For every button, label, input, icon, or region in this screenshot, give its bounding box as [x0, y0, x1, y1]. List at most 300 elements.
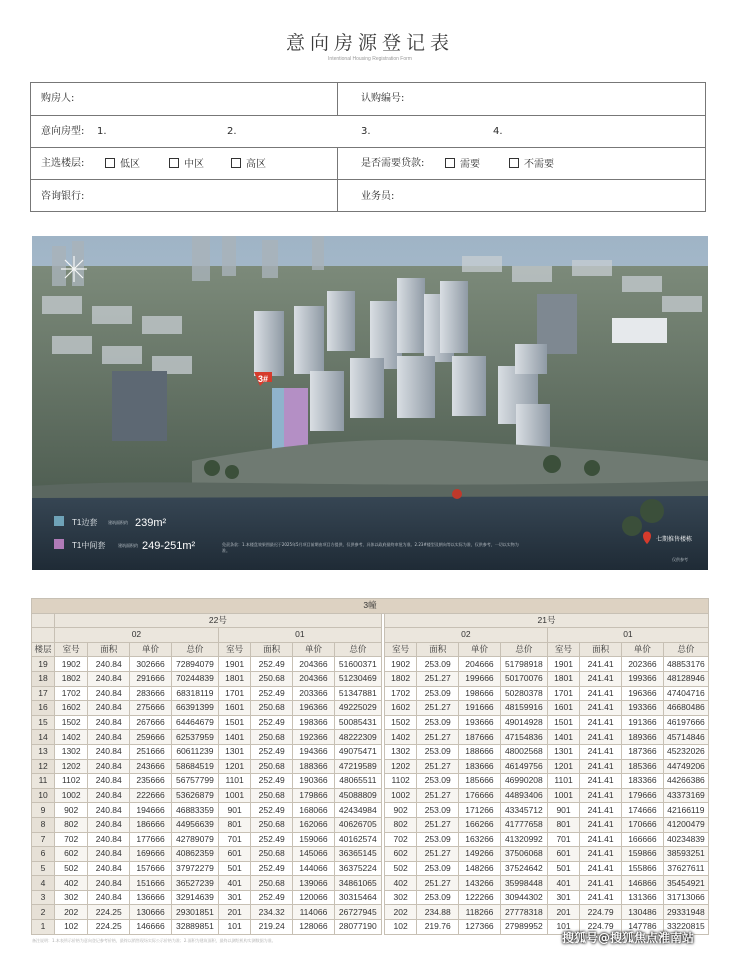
table-cell: 275666 — [130, 701, 172, 716]
table-cell: 157666 — [130, 861, 172, 876]
table-cell: 159866 — [622, 847, 664, 862]
table-cell: 122266 — [459, 890, 501, 905]
table-cell: 251666 — [130, 744, 172, 759]
table-cell: 1501 — [218, 715, 250, 730]
table-cell: 44749206 — [663, 759, 708, 774]
table-cell: 28077190 — [334, 920, 381, 935]
table-cell: 702 — [54, 832, 87, 847]
table-cell: 1701 — [547, 686, 579, 701]
table-cell: 901 — [218, 803, 250, 818]
table-cell: 40162574 — [334, 832, 381, 847]
table-row — [32, 730, 709, 745]
table-cell: 174666 — [622, 803, 664, 818]
table-cell: 170666 — [622, 817, 664, 832]
table-cell: 146866 — [622, 876, 664, 891]
table-cell: 201 — [547, 905, 579, 920]
table-row — [32, 803, 709, 818]
table-cell: 253.09 — [417, 686, 459, 701]
table-row — [32, 774, 709, 789]
table-cell: 224.25 — [88, 905, 130, 920]
type-option-2[interactable]: 2. — [227, 126, 237, 137]
price-table-body — [32, 657, 709, 934]
table-cell: 42166119 — [663, 803, 708, 818]
table-cell: 253.09 — [417, 657, 459, 672]
table-cell: 48222309 — [334, 730, 381, 745]
table-cell: 198366 — [293, 715, 335, 730]
table-cell: 44956639 — [171, 817, 218, 832]
table-cell: 1001 — [547, 788, 579, 803]
corner-cell — [32, 628, 55, 643]
table-cell: 252.49 — [251, 657, 293, 672]
table-cell: 252.49 — [251, 803, 293, 818]
table-cell: 902 — [384, 803, 416, 818]
table-cell: 1102 — [54, 774, 87, 789]
table-cell: 250.68 — [251, 876, 293, 891]
subscription-number-field[interactable]: 认购编号: — [361, 93, 405, 104]
unit-header: 01 — [547, 628, 708, 643]
table-cell: 46680486 — [663, 701, 708, 716]
table-cell: 251.27 — [417, 847, 459, 862]
floor-mid-checkbox[interactable]: 中区 — [169, 158, 204, 171]
table-cell: 27989952 — [500, 920, 547, 935]
form-divider — [31, 147, 705, 148]
type-option-3[interactable]: 3. — [361, 126, 371, 137]
table-cell: 219.76 — [417, 920, 459, 935]
table-cell: 48159916 — [500, 701, 547, 716]
table-cell: 49014928 — [500, 715, 547, 730]
location-label: 七期推售楼栋 — [656, 536, 693, 543]
table-cell: 250.68 — [251, 701, 293, 716]
table-cell: 187366 — [622, 744, 664, 759]
table-cell: 144066 — [293, 861, 335, 876]
table-cell: 120066 — [293, 890, 335, 905]
hall-header: 21号 — [384, 613, 708, 628]
table-row — [32, 847, 709, 862]
table-cell: 1602 — [54, 701, 87, 716]
table-cell: 240.84 — [88, 701, 130, 716]
column-header: 面积 — [417, 642, 459, 657]
table-cell: 101 — [218, 920, 250, 935]
column-header: 室号 — [54, 642, 87, 657]
table-row — [32, 817, 709, 832]
table-cell: 1101 — [218, 774, 250, 789]
table-cell: 101 — [547, 920, 579, 935]
table-cell: 139066 — [293, 876, 335, 891]
table-cell: 41320992 — [500, 832, 547, 847]
table-cell: 1201 — [547, 759, 579, 774]
sales-field[interactable]: 业务员: — [361, 191, 395, 202]
table-cell: 37506068 — [500, 847, 547, 862]
floor-cell: 4 — [32, 876, 55, 891]
table-cell: 27778318 — [500, 905, 547, 920]
floor-cell: 8 — [32, 817, 55, 832]
table-cell: 250.68 — [251, 759, 293, 774]
column-header: 单价 — [130, 642, 172, 657]
table-cell: 1301 — [218, 744, 250, 759]
column-header: 总价 — [334, 642, 381, 657]
table-cell: 151666 — [130, 876, 172, 891]
floor-cell: 5 — [32, 861, 55, 876]
table-cell: 250.68 — [251, 730, 293, 745]
table-cell: 202 — [384, 905, 416, 920]
table-cell: 240.84 — [88, 744, 130, 759]
table-cell: 241.41 — [580, 715, 622, 730]
table-cell: 148266 — [459, 861, 501, 876]
table-cell: 44266386 — [663, 774, 708, 789]
floor-cell: 1 — [32, 920, 55, 935]
table-cell: 48853176 — [663, 657, 708, 672]
table-cell: 40626705 — [334, 817, 381, 832]
building-tag: 3# — [257, 374, 269, 384]
table-cell: 240.84 — [88, 774, 130, 789]
table-cell: 36375224 — [334, 861, 381, 876]
type-option-4[interactable]: 4. — [493, 126, 503, 137]
table-cell: 155866 — [622, 861, 664, 876]
table-cell: 48002568 — [500, 744, 547, 759]
table-cell: 44893406 — [500, 788, 547, 803]
table-cell: 253.09 — [417, 744, 459, 759]
column-header: 室号 — [384, 642, 416, 657]
legend-swatch-middle — [54, 539, 64, 549]
table-cell: 203366 — [293, 686, 335, 701]
floor-low-checkbox[interactable]: 低区 — [105, 158, 140, 171]
table-cell: 49225029 — [334, 701, 381, 716]
table-cell: 48065511 — [334, 774, 381, 789]
table-cell: 602 — [54, 847, 87, 862]
table-cell: 146666 — [130, 920, 172, 935]
table-cell: 1801 — [547, 671, 579, 686]
table-cell: 1302 — [54, 744, 87, 759]
table-cell: 64464679 — [171, 715, 218, 730]
floor-cell: 10 — [32, 788, 55, 803]
table-cell: 251.27 — [417, 817, 459, 832]
table-cell: 224.79 — [580, 920, 622, 935]
table-cell: 302 — [54, 890, 87, 905]
table-cell: 196366 — [293, 701, 335, 716]
loan-label: 是否需要贷款: — [361, 158, 425, 169]
floor-label: 主选楼层: — [41, 158, 85, 169]
table-cell: 185666 — [459, 774, 501, 789]
table-cell: 241.41 — [580, 803, 622, 818]
table-cell: 130666 — [130, 905, 172, 920]
unit-header: 01 — [218, 628, 381, 643]
table-cell: 801 — [218, 817, 250, 832]
table-cell: 45714846 — [663, 730, 708, 745]
floor-cell: 7 — [32, 832, 55, 847]
table-cell: 1502 — [54, 715, 87, 730]
table-cell: 241.41 — [580, 890, 622, 905]
table-cell: 149266 — [459, 847, 501, 862]
form-divider — [337, 83, 338, 115]
table-cell: 118266 — [459, 905, 501, 920]
table-cell: 253.09 — [417, 890, 459, 905]
form-divider — [31, 179, 705, 180]
table-cell: 42789079 — [171, 832, 218, 847]
table-cell: 502 — [384, 861, 416, 876]
table-cell: 902 — [54, 803, 87, 818]
floor-cell: 3 — [32, 890, 55, 905]
table-cell: 204666 — [459, 657, 501, 672]
table-cell: 185366 — [622, 759, 664, 774]
table-cell: 58684519 — [171, 759, 218, 774]
table-cell: 1702 — [54, 686, 87, 701]
table-cell: 402 — [54, 876, 87, 891]
table-cell: 241.41 — [580, 744, 622, 759]
loan-yes-checkbox[interactable]: 需要 — [445, 158, 480, 171]
table-cell: 1402 — [384, 730, 416, 745]
table-cell: 179866 — [293, 788, 335, 803]
table-cell: 801 — [547, 817, 579, 832]
table-cell: 241.41 — [580, 832, 622, 847]
floor-cell: 13 — [32, 744, 55, 759]
price-table — [31, 598, 709, 935]
table-cell: 41777658 — [500, 817, 547, 832]
table-cell: 253.09 — [417, 715, 459, 730]
table-cell: 177666 — [130, 832, 172, 847]
table-cell: 241.41 — [580, 730, 622, 745]
table-cell: 43373169 — [663, 788, 708, 803]
table-cell: 32914639 — [171, 890, 218, 905]
table-cell: 224.79 — [580, 905, 622, 920]
table-cell: 47404716 — [663, 686, 708, 701]
checkbox-icon — [445, 158, 455, 168]
table-cell: 192366 — [293, 730, 335, 745]
table-cell: 301 — [547, 890, 579, 905]
table-cell: 601 — [547, 847, 579, 862]
table-cell: 196366 — [622, 686, 664, 701]
table-cell: 202366 — [622, 657, 664, 672]
table-cell: 241.41 — [580, 847, 622, 862]
loan-no-checkbox[interactable]: 不需要 — [509, 158, 554, 171]
table-row — [32, 715, 709, 730]
table-cell: 66391399 — [171, 701, 218, 716]
table-cell: 1702 — [384, 686, 416, 701]
table-cell: 45232026 — [663, 744, 708, 759]
table-cell: 46149756 — [500, 759, 547, 774]
checkbox-icon — [105, 158, 115, 168]
floor-cell: 14 — [32, 730, 55, 745]
table-cell: 191666 — [459, 701, 501, 716]
table-cell: 251.27 — [417, 876, 459, 891]
floor-column-header: 楼层 — [32, 642, 55, 657]
legend-swatch-edge — [54, 516, 64, 526]
column-header: 单价 — [293, 642, 335, 657]
table-cell: 601 — [218, 847, 250, 862]
page-subtitle: Intentional Housing Registration Form — [328, 56, 412, 62]
table-cell: 240.84 — [88, 730, 130, 745]
table-cell: 46990208 — [500, 774, 547, 789]
table-cell: 36365145 — [334, 847, 381, 862]
table-cell: 240.84 — [88, 715, 130, 730]
table-cell: 253.09 — [417, 774, 459, 789]
building-header: 3幢 — [32, 599, 709, 614]
table-cell: 102 — [54, 920, 87, 935]
table-cell: 130486 — [622, 905, 664, 920]
table-cell: 251.27 — [417, 788, 459, 803]
table-cell: 252.49 — [251, 715, 293, 730]
column-header: 单价 — [622, 642, 664, 657]
table-cell: 127366 — [459, 920, 501, 935]
table-cell: 241.41 — [580, 701, 622, 716]
render-disclaimer: 免责条款：1.本楼盘效果图最迟于2025年5月项目前期由项目方提供，仅供参考，具体以政府最终审批为准。2.23#楼型及朝向等以实际为准，仅供参考，一切以实物为准。 — [222, 542, 519, 553]
legend-middle-area: 249-251m² — [142, 540, 196, 552]
table-cell: 37627611 — [663, 861, 708, 876]
table-cell: 143266 — [459, 876, 501, 891]
table-cell: 241.41 — [580, 759, 622, 774]
table-cell: 250.68 — [251, 788, 293, 803]
table-cell: 42434984 — [334, 803, 381, 818]
table-cell: 267666 — [130, 715, 172, 730]
table-cell: 168066 — [293, 803, 335, 818]
table-cell: 240.84 — [88, 671, 130, 686]
table-cell: 40862359 — [171, 847, 218, 862]
table-cell: 51798918 — [500, 657, 547, 672]
table-cell: 43345712 — [500, 803, 547, 818]
table-cell: 240.84 — [88, 686, 130, 701]
table-cell: 198666 — [459, 686, 501, 701]
table-cell: 171266 — [459, 803, 501, 818]
table-cell: 291666 — [130, 671, 172, 686]
table-cell: 51600371 — [334, 657, 381, 672]
form-divider — [31, 115, 705, 116]
table-row — [32, 686, 709, 701]
table-cell: 240.84 — [88, 847, 130, 862]
table-cell: 26727945 — [334, 905, 381, 920]
floor-cell: 15 — [32, 715, 55, 730]
column-header: 室号 — [218, 642, 250, 657]
table-cell: 240.84 — [88, 803, 130, 818]
table-cell: 1601 — [218, 701, 250, 716]
buyer-field[interactable]: 购房人: — [41, 93, 75, 104]
table-cell: 34861065 — [334, 876, 381, 891]
table-cell: 60611239 — [171, 744, 218, 759]
floor-cell: 2 — [32, 905, 55, 920]
table-cell: 194366 — [293, 744, 335, 759]
floor-cell: 6 — [32, 847, 55, 862]
table-cell: 1802 — [384, 671, 416, 686]
table-cell: 32889851 — [171, 920, 218, 935]
table-cell: 1102 — [384, 774, 416, 789]
table-cell: 240.84 — [88, 788, 130, 803]
table-cell: 70244839 — [171, 671, 218, 686]
column-header: 面积 — [88, 642, 130, 657]
table-cell: 253.09 — [417, 832, 459, 847]
table-cell: 35998448 — [500, 876, 547, 891]
table-cell: 222666 — [130, 788, 172, 803]
table-cell: 252.49 — [251, 832, 293, 847]
table-cell: 51347881 — [334, 686, 381, 701]
table-cell: 30315464 — [334, 890, 381, 905]
table-cell: 1001 — [218, 788, 250, 803]
table-cell: 50085431 — [334, 715, 381, 730]
table-cell: 176666 — [459, 788, 501, 803]
table-row — [32, 905, 709, 920]
table-cell: 1901 — [218, 657, 250, 672]
table-cell: 502 — [54, 861, 87, 876]
table-cell: 72894079 — [171, 657, 218, 672]
column-header: 面积 — [251, 642, 293, 657]
table-cell: 251.27 — [417, 730, 459, 745]
table-cell: 240.84 — [88, 832, 130, 847]
table-cell: 1601 — [547, 701, 579, 716]
render-small-note: 仅供参考 — [672, 557, 688, 562]
table-cell: 53626879 — [171, 788, 218, 803]
registration-form — [30, 82, 706, 212]
table-row — [32, 657, 709, 672]
table-cell: 102 — [384, 920, 416, 935]
table-cell: 1101 — [547, 774, 579, 789]
table-row — [32, 701, 709, 716]
floor-cell: 9 — [32, 803, 55, 818]
table-cell: 241.41 — [580, 788, 622, 803]
footnote: 备注说明：1.本表所示价格为意向登记参考价格，最终以销售现场实际公示价格为准；2.面积为建筑面积，最终以测绘机构实测数据为准。 — [32, 938, 276, 943]
table-cell: 1401 — [547, 730, 579, 745]
column-header-row — [32, 642, 709, 657]
table-cell: 166266 — [459, 817, 501, 832]
table-cell: 234.32 — [251, 905, 293, 920]
table-cell: 1801 — [218, 671, 250, 686]
table-cell: 35454921 — [663, 876, 708, 891]
table-cell: 199366 — [622, 671, 664, 686]
table-cell: 240.84 — [88, 759, 130, 774]
type-option-1[interactable]: 1. — [97, 126, 107, 137]
floor-cell: 12 — [32, 759, 55, 774]
table-cell: 1701 — [218, 686, 250, 701]
table-cell: 41200479 — [663, 817, 708, 832]
table-cell: 193366 — [622, 701, 664, 716]
table-cell: 602 — [384, 847, 416, 862]
table-cell: 163266 — [459, 832, 501, 847]
floor-high-checkbox[interactable]: 高区 — [231, 158, 266, 171]
table-cell: 204366 — [293, 671, 335, 686]
table-cell: 37524642 — [500, 861, 547, 876]
table-cell: 251.27 — [417, 701, 459, 716]
column-header: 面积 — [580, 642, 622, 657]
bank-field[interactable]: 咨询银行: — [41, 191, 85, 202]
watermark: 搜狐号@搜狐焦点淮南站 — [562, 931, 695, 945]
table-cell: 1002 — [384, 788, 416, 803]
table-cell: 186666 — [130, 817, 172, 832]
corner-cell — [32, 613, 55, 628]
table-cell: 47154836 — [500, 730, 547, 745]
table-cell: 1402 — [54, 730, 87, 745]
table-row — [32, 788, 709, 803]
floor-cell: 11 — [32, 774, 55, 789]
table-cell: 501 — [547, 861, 579, 876]
checkbox-icon — [169, 158, 179, 168]
table-cell: 188366 — [293, 759, 335, 774]
table-cell: 1202 — [384, 759, 416, 774]
column-header: 单价 — [459, 642, 501, 657]
table-cell: 56757799 — [171, 774, 218, 789]
table-cell: 1802 — [54, 671, 87, 686]
table-row — [32, 832, 709, 847]
table-cell: 169666 — [130, 847, 172, 862]
table-cell: 183666 — [459, 759, 501, 774]
table-cell: 40234839 — [663, 832, 708, 847]
table-cell: 253.09 — [417, 861, 459, 876]
table-cell: 50170076 — [500, 671, 547, 686]
table-cell: 179666 — [622, 788, 664, 803]
table-cell: 1501 — [547, 715, 579, 730]
table-cell: 401 — [547, 876, 579, 891]
table-cell: 241.41 — [580, 686, 622, 701]
table-cell: 1902 — [54, 657, 87, 672]
table-cell: 251.27 — [417, 759, 459, 774]
table-cell: 1901 — [547, 657, 579, 672]
table-cell: 253.09 — [417, 803, 459, 818]
table-cell: 145066 — [293, 847, 335, 862]
